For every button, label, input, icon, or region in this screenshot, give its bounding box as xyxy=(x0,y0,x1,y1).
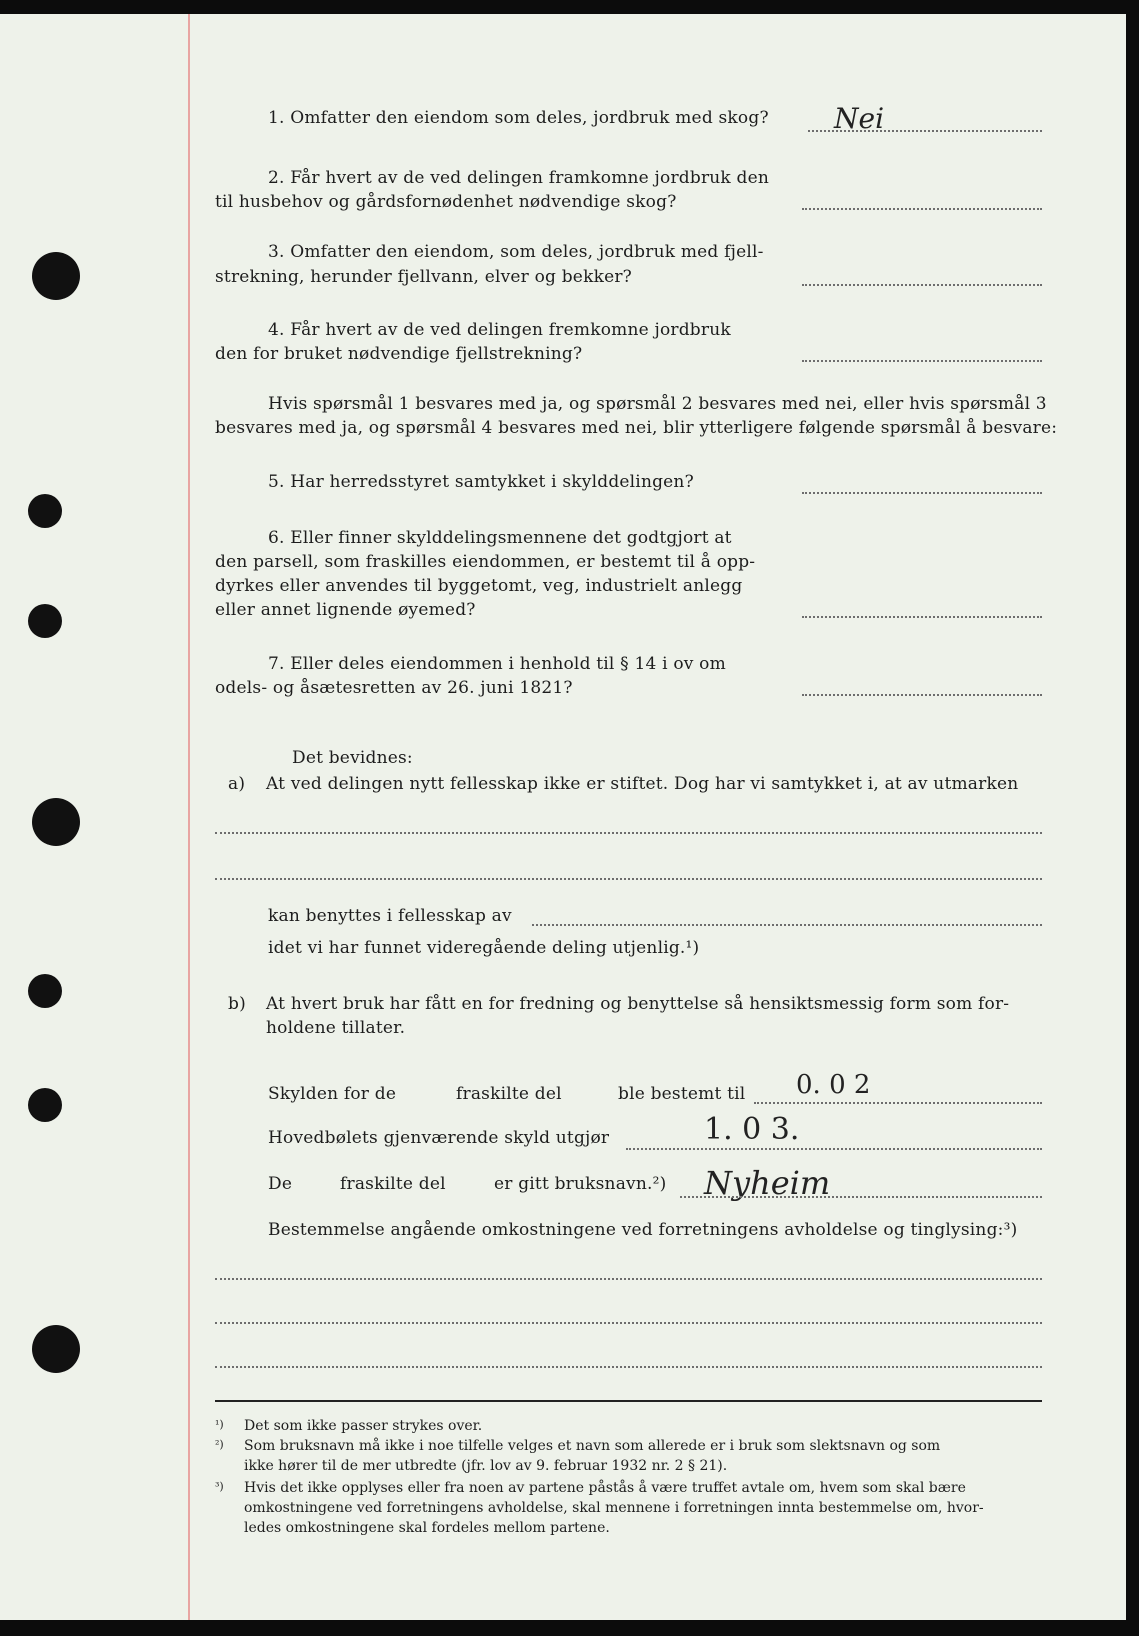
punch-hole xyxy=(28,494,62,528)
margin-line xyxy=(188,14,190,1620)
item-b-label: b) xyxy=(228,994,246,1014)
answer-line-q7[interactable] xyxy=(802,694,1042,696)
question-3-line1: 3. Omfatter den eiendom, som deles, jordbruk med fjell- xyxy=(268,242,764,262)
question-2-line1: 2. Får hvert av de ved delingen framkomne jordbruk den xyxy=(268,168,770,188)
fill-line-bestemmelse-1[interactable] xyxy=(215,1278,1042,1280)
fill-line-bestemmelse-2[interactable] xyxy=(215,1322,1042,1324)
answer-line-q5[interactable] xyxy=(802,492,1042,494)
punch-hole xyxy=(32,798,80,846)
question-7-line1: 7. Eller deles eiendommen i henhold til § 14 i ov om xyxy=(268,654,726,674)
question-6-line3: dyrkes eller anvendes til byggetomt, veg, industrielt anlegg xyxy=(215,576,743,596)
skylden-label-3: ble bestemt til xyxy=(618,1084,746,1104)
benyttes-label: kan benyttes i fellesskap av xyxy=(268,906,512,926)
footnote-rule xyxy=(215,1400,1042,1402)
question-2-line2: til husbehov og gårdsfornødenhet nødvendige skog? xyxy=(215,192,677,212)
question-4-line1: 4. Får hvert av de ved delingen fremkomne jordbruk xyxy=(268,320,731,340)
footnote-3-line1: Hvis det ikke opplyses eller fra noen av partene påstås å være truffet avtale om, hvem som skal bære xyxy=(244,1480,966,1496)
footnote-3-mark: ³) xyxy=(215,1480,224,1493)
question-6-line1: 6. Eller finner skylddelingsmennene det godtgjort at xyxy=(268,528,732,548)
answer-line-q3[interactable] xyxy=(802,284,1042,286)
answer-line-q6[interactable] xyxy=(802,616,1042,618)
item-b-line2: holdene tillater. xyxy=(266,1018,406,1038)
answer-line-q4[interactable] xyxy=(802,360,1042,362)
footnote-1-text: Det som ikke passer strykes over. xyxy=(244,1418,483,1434)
answer-line-q2[interactable] xyxy=(802,208,1042,210)
fill-line-benyttes[interactable] xyxy=(532,924,1042,926)
answer-q1-handwritten: Nei xyxy=(834,102,885,135)
bruksnavn-value-handwritten: Nyheim xyxy=(704,1164,831,1202)
bruksnavn-label-2: fraskilte del xyxy=(340,1174,446,1194)
conditional-line2: besvares med ja, og spørsmål 4 besvares med nei, blir ytterligere følgende spørsmål å besvare: xyxy=(215,418,1058,438)
question-7-line2: odels- og åsætesretten av 26. juni 1821? xyxy=(215,678,573,698)
punch-hole xyxy=(28,974,62,1008)
conditional-line1: Hvis spørsmål 1 besvares med ja, og spørsmål 2 besvares med nei, eller hvis spørsmål 3 xyxy=(268,394,1047,414)
fill-line-a1[interactable] xyxy=(215,832,1042,834)
footnote-2-mark: ²) xyxy=(215,1438,224,1451)
footnote-3-line3: ledes omkostningene skal fordeles mellom partene. xyxy=(244,1520,610,1536)
bestemmelse-label: Bestemmelse angående omkostningene ved forretningens avholdelse og tinglysing:³) xyxy=(268,1220,1018,1240)
fill-line-bruksnavn[interactable] xyxy=(680,1196,1042,1198)
footnote-2-line1: Som bruksnavn må ikke i noe tilfelle velges et navn som allerede er i bruk som slektsnavn og som xyxy=(244,1438,941,1454)
bruksnavn-label-3: er gitt bruksnavn.²) xyxy=(494,1174,667,1194)
punch-hole xyxy=(28,604,62,638)
question-1: 1. Omfatter den eiendom som deles, jordbruk med skog? xyxy=(268,108,769,128)
item-a-label: a) xyxy=(228,774,246,794)
answer-line-q1[interactable] xyxy=(808,130,1042,132)
fill-line-hovedbol[interactable] xyxy=(626,1148,1042,1150)
question-5: 5. Har herredsstyret samtykket i skylddelingen? xyxy=(268,472,694,492)
bruksnavn-label-1: De xyxy=(268,1174,293,1194)
question-6-line4: eller annet lignende øyemed? xyxy=(215,600,476,620)
fill-line-bestemmelse-3[interactable] xyxy=(215,1366,1042,1368)
punch-hole xyxy=(28,1088,62,1122)
item-a-text: At ved delingen nytt fellesskap ikke er stiftet. Dog har vi samtykket i, at av utmarken xyxy=(266,774,1019,794)
form-page xyxy=(0,14,1126,1620)
question-4-line2: den for bruket nødvendige fjellstrekning? xyxy=(215,344,583,364)
fill-line-a2[interactable] xyxy=(215,878,1042,880)
bevidnes-heading: Det bevidnes: xyxy=(292,748,413,768)
footnote-2-line2: ikke hører til de mer utbredte (jfr. lov av 9. februar 1932 nr. 2 § 21). xyxy=(244,1458,728,1474)
question-6-line2: den parsell, som fraskilles eiendommen, er bestemt til å opp- xyxy=(215,552,756,572)
hovedbol-value-handwritten: 1. 0 3. xyxy=(704,1112,800,1147)
question-3-line2: strekning, herunder fjellvann, elver og bekker? xyxy=(215,267,632,287)
punch-hole xyxy=(32,1325,80,1373)
item-b-line1: At hvert bruk har fått en for fredning og benyttelse så hensiktsmessig form som for- xyxy=(266,994,1010,1014)
punch-hole xyxy=(32,252,80,300)
footnote-1-mark: ¹) xyxy=(215,1418,224,1431)
hovedbol-label: Hovedbølets gjenværende skyld utgjør xyxy=(268,1128,610,1148)
skylden-value-handwritten: 0. 0 2 xyxy=(796,1070,871,1100)
skylden-label-2: fraskilte del xyxy=(456,1084,562,1104)
footnote-3-line2: omkostningene ved forretningens avholdelse, skal mennene i forretningen innta bestemmelse om, hvor- xyxy=(244,1500,984,1516)
idet-text: idet vi har funnet videregående deling utjenlig.¹) xyxy=(268,938,700,958)
fill-line-skylden[interactable] xyxy=(754,1102,1042,1104)
skylden-label-1: Skylden for de xyxy=(268,1084,397,1104)
